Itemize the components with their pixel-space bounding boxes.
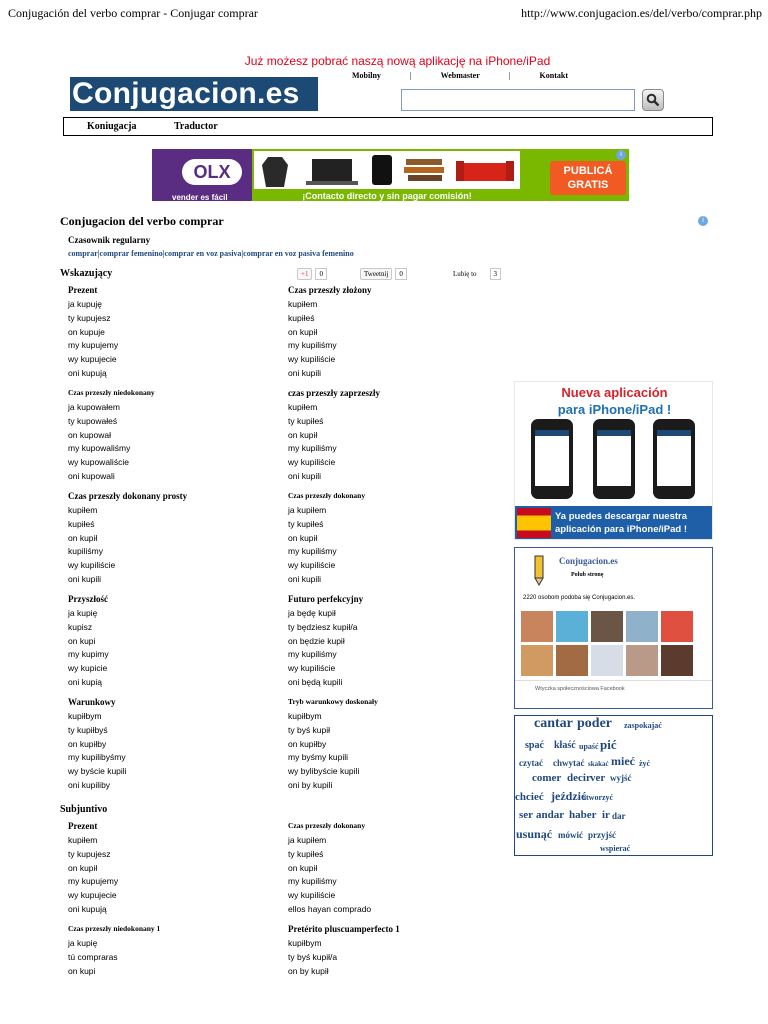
conjugation-form: oni kupiliby <box>68 779 111 790</box>
spain-flag-icon <box>517 508 551 538</box>
cloud-verb[interactable]: żyć <box>639 759 651 768</box>
verb-type: Czasownik regularny <box>68 235 151 245</box>
conjugation-form: my kupiliśmy <box>288 876 337 887</box>
cloud-verb[interactable]: jeździć <box>551 789 587 803</box>
conjugation-form: kupiłbym <box>68 711 102 721</box>
conjugation-form: oni kupowali <box>68 470 115 481</box>
ad-info-icon[interactable]: i <box>616 150 626 160</box>
conjugation-form: on kupił <box>288 862 318 873</box>
banner-cta-button[interactable]: PUBLICÁ GRATIS <box>550 161 626 195</box>
tense-block <box>288 285 371 382</box>
conjugation-form: oni kupili <box>288 573 322 584</box>
section-indicative: Wskazujący <box>60 268 113 279</box>
olx-logo: OLX <box>182 159 242 185</box>
cloud-verb[interactable]: kłaść <box>554 740 576 751</box>
tense-block <box>288 697 378 794</box>
search-button[interactable] <box>642 89 664 111</box>
cloud-verb[interactable]: spać <box>525 740 544 751</box>
search-input[interactable] <box>401 89 635 111</box>
conjugation-form: on kupował <box>68 429 112 440</box>
cloud-verb[interactable]: andar <box>536 809 565 821</box>
tense-name: Prezent <box>68 285 98 295</box>
conjugation-form: kupiliśmy <box>68 546 103 557</box>
app-ad-title: Nueva aplicación <box>561 385 668 400</box>
conjugation-form: ty byś kupił <box>288 724 331 735</box>
conjugation-form: kupiłeś <box>288 312 315 323</box>
cloud-verb[interactable]: skakać <box>588 760 609 768</box>
tweet-count: 0 <box>395 268 407 280</box>
phone-image <box>653 419 695 499</box>
olx-slogan: vender es fácil <box>172 193 228 201</box>
conjugation-form: ty kupiłeś <box>288 848 324 859</box>
conjugation-form: my kupiliśmy <box>288 443 337 454</box>
tense-block <box>288 491 365 588</box>
phone-image <box>531 419 573 499</box>
conjugation-form: wy kupujecie <box>68 890 117 901</box>
conjugation-form: oni kupili <box>288 470 322 481</box>
section-subjunctive: Subjuntivo <box>60 804 108 815</box>
tense-block <box>68 821 118 918</box>
cloud-verb[interactable]: zaspokajać <box>624 721 662 730</box>
conjugation-form: on kupiłby <box>68 738 107 749</box>
cloud-verb[interactable]: wspierać <box>600 844 631 853</box>
cloud-verb[interactable]: ver <box>590 772 606 784</box>
conjugation-form: ja kupię <box>68 608 98 618</box>
page-heading: Conjugacion del verbo comprar <box>60 214 224 228</box>
conjugation-form: on kupiłby <box>288 738 327 749</box>
app-ad[interactable] <box>514 381 713 540</box>
cloud-verb[interactable]: decir <box>567 772 591 784</box>
top-link-mobile[interactable]: Mobilny <box>352 71 381 80</box>
tense-block <box>288 594 363 691</box>
conjugation-form: ty kupiłeś <box>288 518 324 529</box>
gplus-button[interactable]: +1 <box>297 268 312 280</box>
separator: | <box>409 71 412 80</box>
conjugation-form: on kupił <box>288 532 318 543</box>
products-image <box>254 151 520 189</box>
olx-brand-panel <box>152 149 252 201</box>
tense-name: czas przeszły zaprzeszły <box>288 388 380 398</box>
cloud-verb[interactable]: przyjść <box>588 830 616 840</box>
tense-name: Futuro perfekcyjny <box>288 594 364 604</box>
pencil-mascot-icon <box>527 554 551 586</box>
fan-avatar[interactable] <box>556 611 588 642</box>
fan-avatar[interactable] <box>661 611 693 642</box>
conjugation-form: ja kupiłem <box>288 505 327 515</box>
tense-name: Czas przeszły dokonany <box>288 821 366 830</box>
fan-avatar[interactable] <box>591 645 623 676</box>
cloud-verb[interactable]: czytać <box>519 758 543 768</box>
conjugation-form: wy byście kupili <box>68 766 127 777</box>
cloud-verb[interactable]: chwytać <box>553 758 585 768</box>
conjugation-form: wy kupujecie <box>68 354 117 365</box>
tense-block <box>68 285 118 382</box>
search-icon <box>646 93 660 107</box>
conjugation-form: ja będę kupił <box>288 608 336 618</box>
menu-item-conjugation[interactable]: Koniugacja <box>87 121 137 132</box>
cloud-verb[interactable]: mieć <box>611 754 635 768</box>
document-url: http://www.conjugacion.es/del/verbo/comprar.php <box>521 6 762 20</box>
fan-avatar[interactable] <box>521 645 553 676</box>
conjugation-form: wy kupowaliście <box>68 457 129 468</box>
tense-name: Czas przeszły złożony <box>288 285 372 295</box>
cloud-verb[interactable]: cantar <box>534 716 573 731</box>
tense-block <box>288 924 400 979</box>
tense-block <box>68 491 187 588</box>
fb-like-count: 2220 osobom podoba się Conjugacion.es. <box>523 595 636 601</box>
fan-avatar[interactable] <box>626 645 658 676</box>
conjugation-form: on kupił <box>68 862 98 873</box>
tense-block <box>68 594 109 691</box>
conjugation-form: on kupi <box>68 965 96 976</box>
tweet-share[interactable] <box>360 268 407 280</box>
tense-name: Tryb warunkowy doskonały <box>288 697 378 706</box>
conjugation-form: my kupiliśmy <box>288 649 337 660</box>
conjugation-form: my byśmy kupili <box>288 752 348 763</box>
tense-block <box>68 697 127 794</box>
fan-avatar[interactable] <box>626 611 658 642</box>
conjugation-form: on kupił <box>288 326 318 337</box>
site-logo[interactable]: Conjugacion.es <box>70 77 318 111</box>
conjugation-form: ty kupujesz <box>68 312 111 323</box>
conjugation-form: kupiłem <box>68 505 98 515</box>
conjugation-form: on kupuje <box>68 326 105 337</box>
document-title: Conjugación del verbo comprar - Conjugar comprar <box>8 6 258 20</box>
conjugation-form: my kupiliśmy <box>288 546 337 557</box>
cloud-verb[interactable]: comer <box>532 772 562 784</box>
conjugation-form: on kupi <box>68 635 96 646</box>
cloud-verb[interactable]: haber <box>569 809 597 821</box>
conjugation-form: oni kupili <box>68 573 102 584</box>
conjugation-form: my kupujemy <box>68 340 119 351</box>
divider <box>515 680 712 681</box>
conjugation-form: oni by kupili <box>288 779 333 790</box>
tense-name: Pretérito pluscuamperfecto 1 <box>288 924 400 934</box>
tense-block <box>288 388 380 485</box>
conjugation-form: my kupilibyśmy <box>68 752 126 763</box>
gplus-share[interactable] <box>297 268 327 280</box>
tense-block <box>68 924 160 979</box>
conjugation-form: on by kupił <box>288 965 329 976</box>
cloud-verb[interactable]: upaść <box>579 742 599 751</box>
verb-variant-links[interactable]: comprar|comprar femenino|comprar en voz pasiva|comprar en voz pasiva femenino <box>68 249 354 258</box>
conjugation-form: wy kupiliście <box>68 560 116 571</box>
conjugation-form: kupiłeś <box>68 518 95 529</box>
conjugation-form: my kupujemy <box>68 876 119 887</box>
main-menu <box>63 117 713 136</box>
menu-item-translator[interactable]: Traductor <box>174 121 218 132</box>
cloud-verb[interactable]: ser <box>519 809 534 821</box>
like-button[interactable]: Lubię to <box>453 270 477 278</box>
cloud-verb[interactable]: ir <box>602 809 610 821</box>
conjugation-form: ty będziesz kupił/a <box>288 621 358 632</box>
banner-strip-text: ¡Contacto directo y sin pagar comisión! <box>302 191 472 201</box>
cloud-verb[interactable]: pić <box>600 737 617 752</box>
conjugation-form: my kupiliśmy <box>288 340 337 351</box>
conjugation-form: wy kupiliście <box>288 457 336 468</box>
conjugation-form: wy kupicie <box>68 663 108 674</box>
conjugation-form: ty kupiłeś <box>288 415 324 426</box>
app-ad-subtitle: para iPhone/iPad ! <box>557 402 672 417</box>
conjugation-form: oni kupili <box>288 367 322 378</box>
tense-name: Czas przeszły dokonany prosty <box>68 491 188 501</box>
conjugation-form: ja kupowałem <box>68 402 120 412</box>
conjugation-form: ty kupujesz <box>68 848 111 859</box>
conjugation-form: on będzie kupił <box>288 635 345 646</box>
facebook-like-box <box>514 547 713 709</box>
conjugation-form: kupisz <box>68 621 93 632</box>
conjugation-form: ty kupowałeś <box>68 415 118 426</box>
tense-block <box>288 821 371 918</box>
conjugation-form: my kupowaliśmy <box>68 443 131 454</box>
tense-name: Czas przeszły dokonany <box>288 491 366 500</box>
app-ad-download-text: Ya puedes descargar nuestra aplicación para iPhone/iPad ! <box>515 506 713 540</box>
conjugation-form: wy kupiliście <box>288 354 336 365</box>
conjugation-form: my kupimy <box>68 649 109 660</box>
tense-name: Czas przeszły niedokonany <box>68 388 155 397</box>
fan-avatar[interactable] <box>556 645 588 676</box>
tense-block <box>68 388 155 485</box>
conjugation-form: ellos hayan comprado <box>288 903 372 914</box>
conjugation-form: oni kupują <box>68 367 107 378</box>
olx-banner-ad[interactable] <box>152 149 629 201</box>
conjugation-form: kupiłem <box>288 299 318 309</box>
conjugation-form: ty byś kupił/a <box>288 951 338 962</box>
conjugation-form: ja kupuję <box>68 299 103 309</box>
app-promo-link[interactable]: Już możesz pobrać naszą nową aplikację na iPhone/iPad <box>244 54 551 68</box>
cloud-verb[interactable]: wyjść <box>610 773 632 783</box>
conjugation-form: ty kupiłbyś <box>68 724 108 735</box>
conjugation-form: tú compraras <box>68 951 118 962</box>
cloud-verb[interactable]: otworzyć <box>582 793 614 802</box>
conjugation-form: on kupił <box>68 532 98 543</box>
gplus-count: 0 <box>315 268 327 280</box>
cloud-verb[interactable]: usunąć <box>516 827 553 841</box>
cloud-verb[interactable]: chcieć <box>515 791 544 803</box>
cloud-verb[interactable]: dar <box>612 811 626 821</box>
fan-avatar[interactable] <box>521 611 553 642</box>
conjugation-form: kupiłem <box>288 402 318 412</box>
conjugation-form: wy kupiliście <box>288 890 336 901</box>
top-link-contact[interactable]: Kontakt <box>539 71 568 80</box>
banner-products <box>254 151 520 189</box>
fan-avatar[interactable] <box>591 611 623 642</box>
tense-name: Warunkowy <box>68 697 116 707</box>
like-count: 3 <box>490 268 502 280</box>
verb-tag-cloud <box>514 715 713 856</box>
phone-image <box>593 419 635 499</box>
tense-name: Przyszłość <box>68 594 108 604</box>
tense-name: Prezent <box>68 821 98 831</box>
conjugation-form: kupiłbym <box>288 938 322 948</box>
conjugation-form: kupiłbym <box>288 711 322 721</box>
fan-avatar[interactable] <box>661 645 693 676</box>
top-links <box>352 71 568 80</box>
cloud-verb[interactable]: poder <box>577 716 612 731</box>
conjugation-form: wy bylibyście kupili <box>288 766 360 777</box>
cloud-verb[interactable]: mówić <box>558 830 583 840</box>
ad-info-icon[interactable]: i <box>698 216 708 226</box>
conjugation-form: ja kupię <box>68 938 98 948</box>
top-link-webmaster[interactable]: Webmaster <box>440 71 480 80</box>
conjugation-form: wy kupiliście <box>288 663 336 674</box>
conjugation-form: kupiłem <box>68 835 98 845</box>
conjugation-form: wy kupiliście <box>288 560 336 571</box>
separator: | <box>508 71 511 80</box>
tweet-button[interactable]: Tweetnij <box>360 268 392 280</box>
fb-page-name[interactable]: Conjugacion.es <box>559 556 618 566</box>
conjugation-form: ja kupiłem <box>288 835 327 845</box>
tense-name: Czas przeszły niedokonany 1 <box>68 924 161 933</box>
conjugation-form: oni będą kupili <box>288 676 343 687</box>
fb-like-share[interactable] <box>453 268 501 280</box>
conjugation-form: on kupił <box>288 429 318 440</box>
conjugation-form: oni kupują <box>68 903 107 914</box>
fb-plugin-label: Wtyczka społecznościowa Facebook <box>535 686 625 692</box>
conjugation-form: oni kupią <box>68 676 103 687</box>
fb-like-button[interactable]: Polub stronę <box>571 572 604 578</box>
